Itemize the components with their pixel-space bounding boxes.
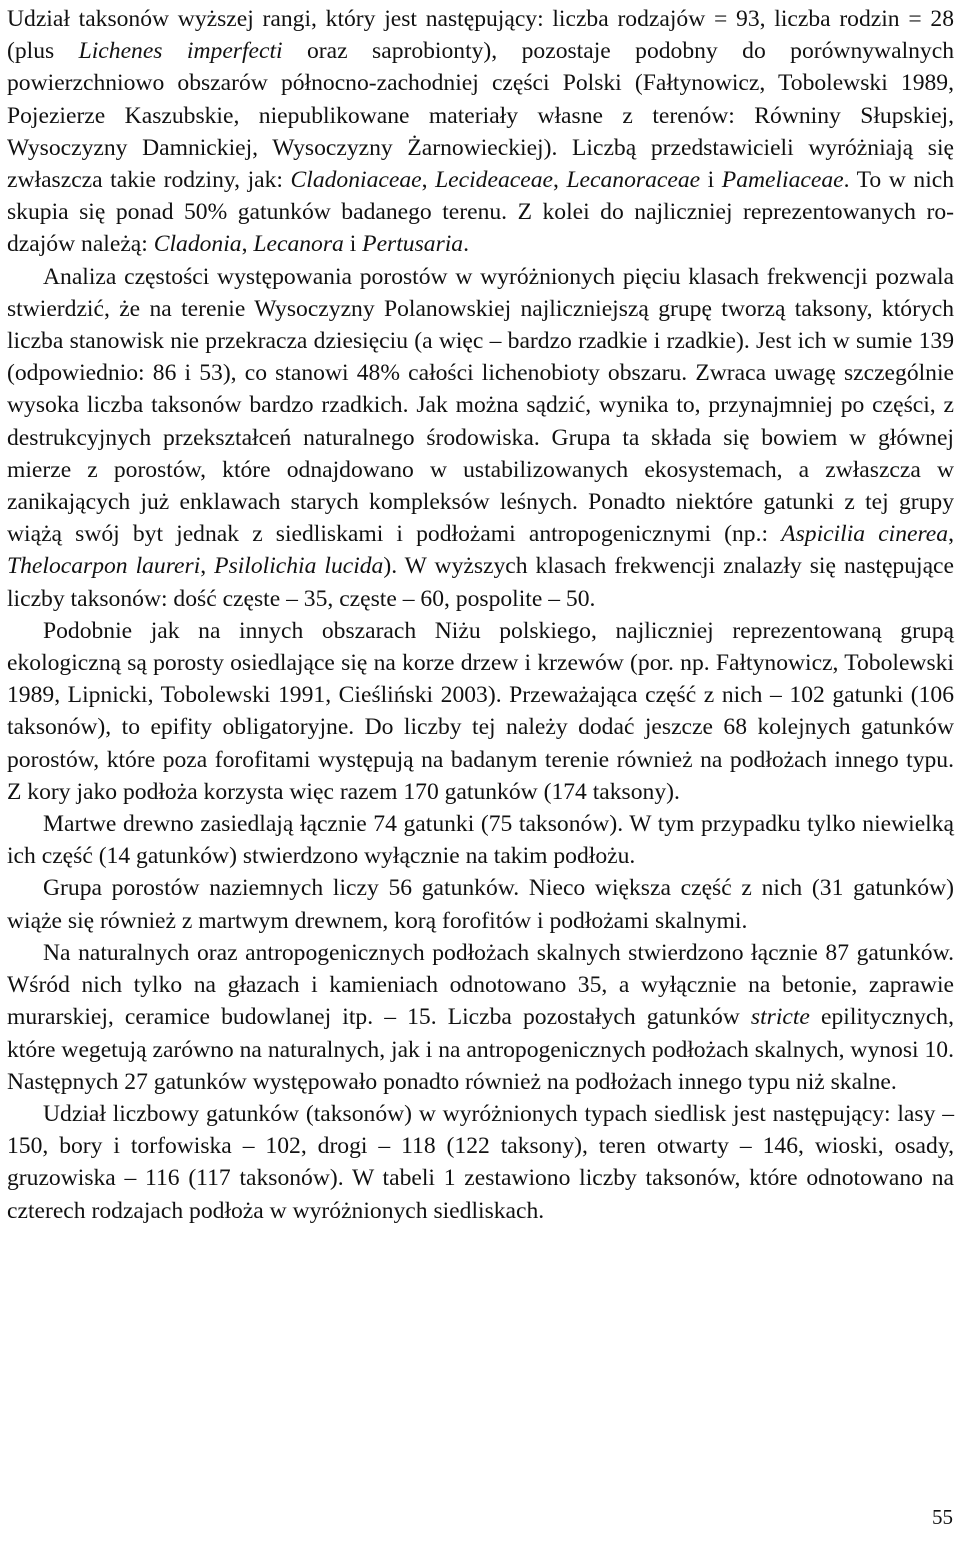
- text-run: epilitycznych, które wegetują zarówno na naturalnych, jak i na antropogenicznych podłożach skalnych, wynosi 10. Następnych 27 gatunków występowało ponadto również na podłożach innego typu niż skalne.: [7, 1004, 954, 1095]
- text-run: ,: [552, 167, 567, 194]
- italic-term: Cladonia: [153, 231, 242, 258]
- text-run: Udział liczbowy gatunków (taksonów) w wyróżnionych typach siedlisk jest następujący: lasy – 150, bory i torfowiska – 102, drogi – 118 (122 taksony), teren otwarty – 146, wioski, osady, gruzowiska – 116 (117 taksonów). W tabeli 1 zestawiono liczby taksonów, które odnotowano na czterech rodzajach podłoża w wyróżnionych siedliskach.: [7, 1100, 954, 1224]
- paragraph-7: [7, 1098, 954, 1227]
- text-run: ,: [200, 553, 215, 580]
- text-run: i: [343, 231, 363, 258]
- text-run: ,: [948, 521, 954, 548]
- italic-term: Pameliaceae: [721, 167, 844, 194]
- text-run: Na naturalnych oraz antropogenicznych podłożach skalnych stwierdzono łącznie 87 gatunków. Wśród nich tylko na głazach i kamieniach odnotowano 35, a wyłącznie na betonie, zaprawie murarskiej, ceramice budowlanej itp. – 15. Liczba pozostałych gatunków: [7, 939, 954, 1031]
- text-run: . To w nich skupia się ponad 50% gatunków badanego terenu. Z kolei do najliczniej reprezentowanych rodzajów należą:: [7, 167, 955, 258]
- italic-term: Aspicilia cinerea: [781, 521, 949, 548]
- italic-term: Thelocarpon laureri: [7, 553, 201, 580]
- italic-term: Lecanora: [253, 231, 344, 258]
- text-run: i: [700, 167, 722, 194]
- italic-term: Lecanoraceae: [566, 167, 701, 194]
- italic-term: Lecideaceae: [435, 167, 553, 194]
- paragraph-6: [7, 937, 954, 1098]
- italic-term: Pertusaria: [362, 231, 464, 258]
- paragraph-4: [7, 808, 954, 872]
- document-page: [7, 0, 954, 1227]
- italic-term: stricte: [750, 1004, 810, 1031]
- italic-term: Cladoniaceae: [290, 167, 422, 194]
- paragraph-5: [7, 872, 954, 936]
- text-run: Analiza częstości występowania porostów w wyróżnionych pięciu klasach frekwencji pozwala stwierdzić, że na terenie Wysoczyzny Polanowskiej najliczniejszą grupę tworzą taksony, których liczba stanowisk nie przekracza dziesięciu (a więc – bardzo rzadkie i rzadkie). Jest ich w sumie 139 (odpowiednio: 86 i 53), co stanowi 48% całości lichenobioty obszaru. Zwraca uwagę szczególnie wysoka liczba taksonów bardzo rzadkich. Jak można sądzić, wynika to, przynajmniej po części, z destrukcyjnych przekształceń naturalnego środowiska. Grupa ta składa się bowiem w głównej mierze z porostów, które odnajdowano w ustabilizowanych ekosystemach, a zwłaszcza w zanikających już enklawach starych kompleksów leśnych. Ponadto niektóre gatunki z tej grupy wiążą swój byt jednak z siedliskami i podłożami antropogenicznymi (np.:: [7, 263, 954, 548]
- text-run: Martwe drewno zasiedlają łącznie 74 gatunki (75 taksonów). W tym przypadku tylko niewielką ich część (14 gatunków) stwierdzono wyłącznie na takim podłożu.: [7, 811, 954, 870]
- text-run: ,: [421, 167, 436, 194]
- italic-term: Lichenes imperfecti: [78, 38, 283, 65]
- text-run: oraz saprobionty), pozostaje podobny do porównywalnych powierzchniowo obszarów północno-zachodniej części Polski (Fałtynowicz, Tobolewski 1989, Pojezierze Kaszubskie, niepublikowane materiały własne z terenów: Równiny Słupskiej, Wysoczyzny Damnickiej, Wysoczyzny Żarnowieckiej). Liczbą przedstawicieli wyróżniają się zwłaszcza takie rodziny, jak:: [7, 38, 954, 194]
- paragraph-2: [7, 261, 954, 615]
- text-run: Podobnie jak na innych obszarach Niżu polskiego, najliczniej reprezentowaną grupą ekologiczną są porosty osiedlające się na korze drzew i krzewów (por. np. Fałtynowicz, Tobolewski 1989, Lipnicki, Tobolewski 1991, Cieśliński 2003). Przeważająca część z nich – 102 gatunki (106 taksonów), to epifity obligatoryjne. Do liczby tej należy dodać jeszcze 68 kolejnych gatunków porostów, które poza forofitami występują na badanym terenie również na podłożach innego typu. Z kory jako podłoża korzysta więc razem 170 gatunków (174 taksony).: [7, 617, 954, 805]
- text-run: ). W wyższych klasach frekwencji znalazły się następujące liczby taksonów: dość częste – 35, częste – 60, pospolite – 50.: [7, 553, 954, 612]
- text-run: ,: [241, 231, 254, 258]
- paragraph-3: [7, 615, 954, 808]
- italic-term: Psilolichia lucida: [214, 553, 384, 580]
- text-run: .: [463, 231, 470, 258]
- text-run: Grupa porostów naziemnych liczy 56 gatunków. Nieco większa część z nich (31 gatunków) wiąże się również z martwym drewnem, korą forofitów i podłożami skalnymi.: [7, 875, 954, 934]
- text-run: Udział taksonów wyższej rangi, który jest następujący: liczba rodzajów = 93, liczba rodzin = 28 (plus: [7, 6, 954, 65]
- page-number: 55: [932, 1505, 953, 1529]
- paragraph-1: [7, 0, 954, 261]
